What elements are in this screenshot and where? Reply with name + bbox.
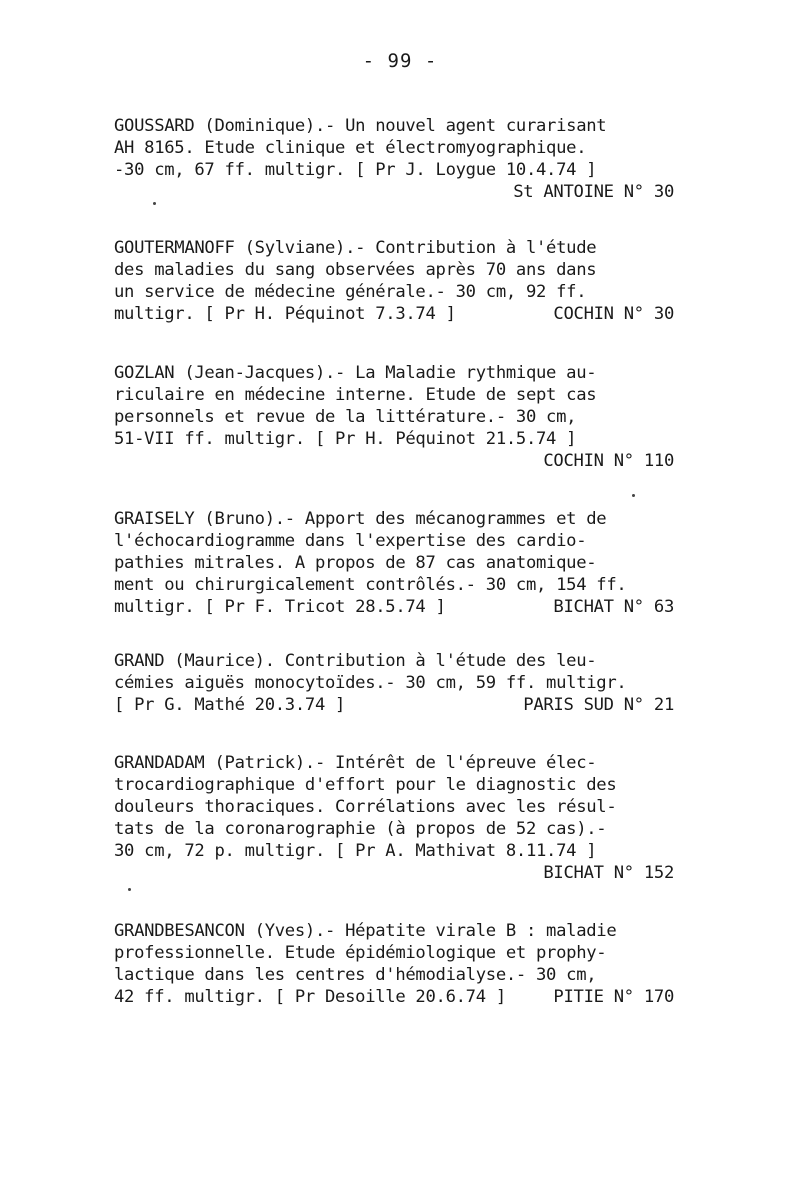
entry-line: GRANDBESANCON (Yves).- Hépatite virale B : maladie [114, 921, 617, 941]
page-number: - 99 - [362, 50, 438, 72]
entry-line: riculaire en médecine interne. Etude de sept cas [114, 385, 597, 405]
scan-speck [632, 494, 635, 497]
entry-line: multigr. [ Pr H. Péquinot 7.3.74 ] [114, 304, 456, 324]
entry-line: pathies mitrales. A propos de 87 cas anatomique- [114, 553, 597, 573]
entry-line: lactique dans les centres d'hémodialyse.- 30 cm, [114, 965, 597, 985]
entry-line: tats de la coronarographie (à propos de 52 cas).- [114, 819, 607, 839]
entry-last-row [114, 303, 674, 325]
scan-speck [153, 202, 156, 205]
scan-speck [128, 888, 131, 891]
entry-line: [ Pr G. Mathé 20.3.74 ] [114, 695, 346, 715]
entry-line: des maladies du sang observées après 70 ans dans [114, 260, 597, 280]
entry-location: COCHIN N° 110 [543, 451, 674, 471]
entry-line: cémies aiguës monocytoïdes.- 30 cm, 59 ff. multigr. [114, 673, 627, 693]
entry-location: COCHIN N° 30 [553, 304, 674, 324]
entry-location: BICHAT N° 63 [553, 597, 674, 617]
entry-line: un service de médecine générale.- 30 cm, 92 ff. [114, 282, 587, 302]
entry-location: St ANTOINE N° 30 [513, 182, 674, 202]
entry-line: 51-VII ff. multigr. [ Pr H. Péquinot 21.5.74 ] [114, 429, 577, 449]
entry-line: multigr. [ Pr F. Tricot 28.5.74 ] [114, 597, 446, 617]
bibliography-entry [114, 752, 674, 884]
entry-line: GRAISELY (Bruno).- Apport des mécanogrammes et de [114, 509, 607, 529]
entry-line: GRAND (Maurice). Contribution à l'étude des leu- [114, 651, 597, 671]
bibliography-entry [114, 650, 674, 716]
entry-line: GOUTERMANOFF (Sylviane).- Contribution à l'étude [114, 238, 597, 258]
entry-line: -30 cm, 67 ff. multigr. [ Pr J. Loygue 10.4.74 ] [114, 160, 597, 180]
bibliography-entry [114, 115, 674, 203]
bibliography-entry [114, 362, 674, 472]
entry-line: l'échocardiogramme dans l'expertise des cardio- [114, 531, 587, 551]
entry-line: 42 ff. multigr. [ Pr Desoille 20.6.74 ] [114, 987, 506, 1007]
entry-line: ment ou chirurgicalement contrôlés.- 30 cm, 154 ff. [114, 575, 627, 595]
entry-last-row [114, 694, 674, 716]
entry-location: PARIS SUD N° 21 [523, 695, 674, 715]
entry-location: BICHAT N° 152 [543, 863, 674, 883]
bibliography-entry [114, 508, 674, 618]
entry-line: professionnelle. Etude épidémiologique et prophy- [114, 943, 607, 963]
entry-line: AH 8165. Etude clinique et électromyographique. [114, 138, 587, 158]
entry-line: 30 cm, 72 p. multigr. [ Pr A. Mathivat 8.11.74 ] [114, 841, 597, 861]
entry-line: trocardiographique d'effort pour le diagnostic des [114, 775, 617, 795]
entry-line: GOZLAN (Jean-Jacques).- La Maladie rythmique au- [114, 363, 597, 383]
entry-line: personnels et revue de la littérature.- 30 cm, [114, 407, 577, 427]
entry-location: PITIE N° 170 [553, 987, 674, 1007]
bibliography-entry [114, 237, 674, 325]
entry-line: GRANDADAM (Patrick).- Intérêt de l'épreuve élec- [114, 753, 597, 773]
entry-line: GOUSSARD (Dominique).- Un nouvel agent curarisant [114, 116, 607, 136]
entry-last-row [114, 596, 674, 618]
bibliography-entry [114, 920, 674, 1008]
entry-line: douleurs thoraciques. Corrélations avec les résul- [114, 797, 617, 817]
entry-last-row [114, 986, 674, 1008]
